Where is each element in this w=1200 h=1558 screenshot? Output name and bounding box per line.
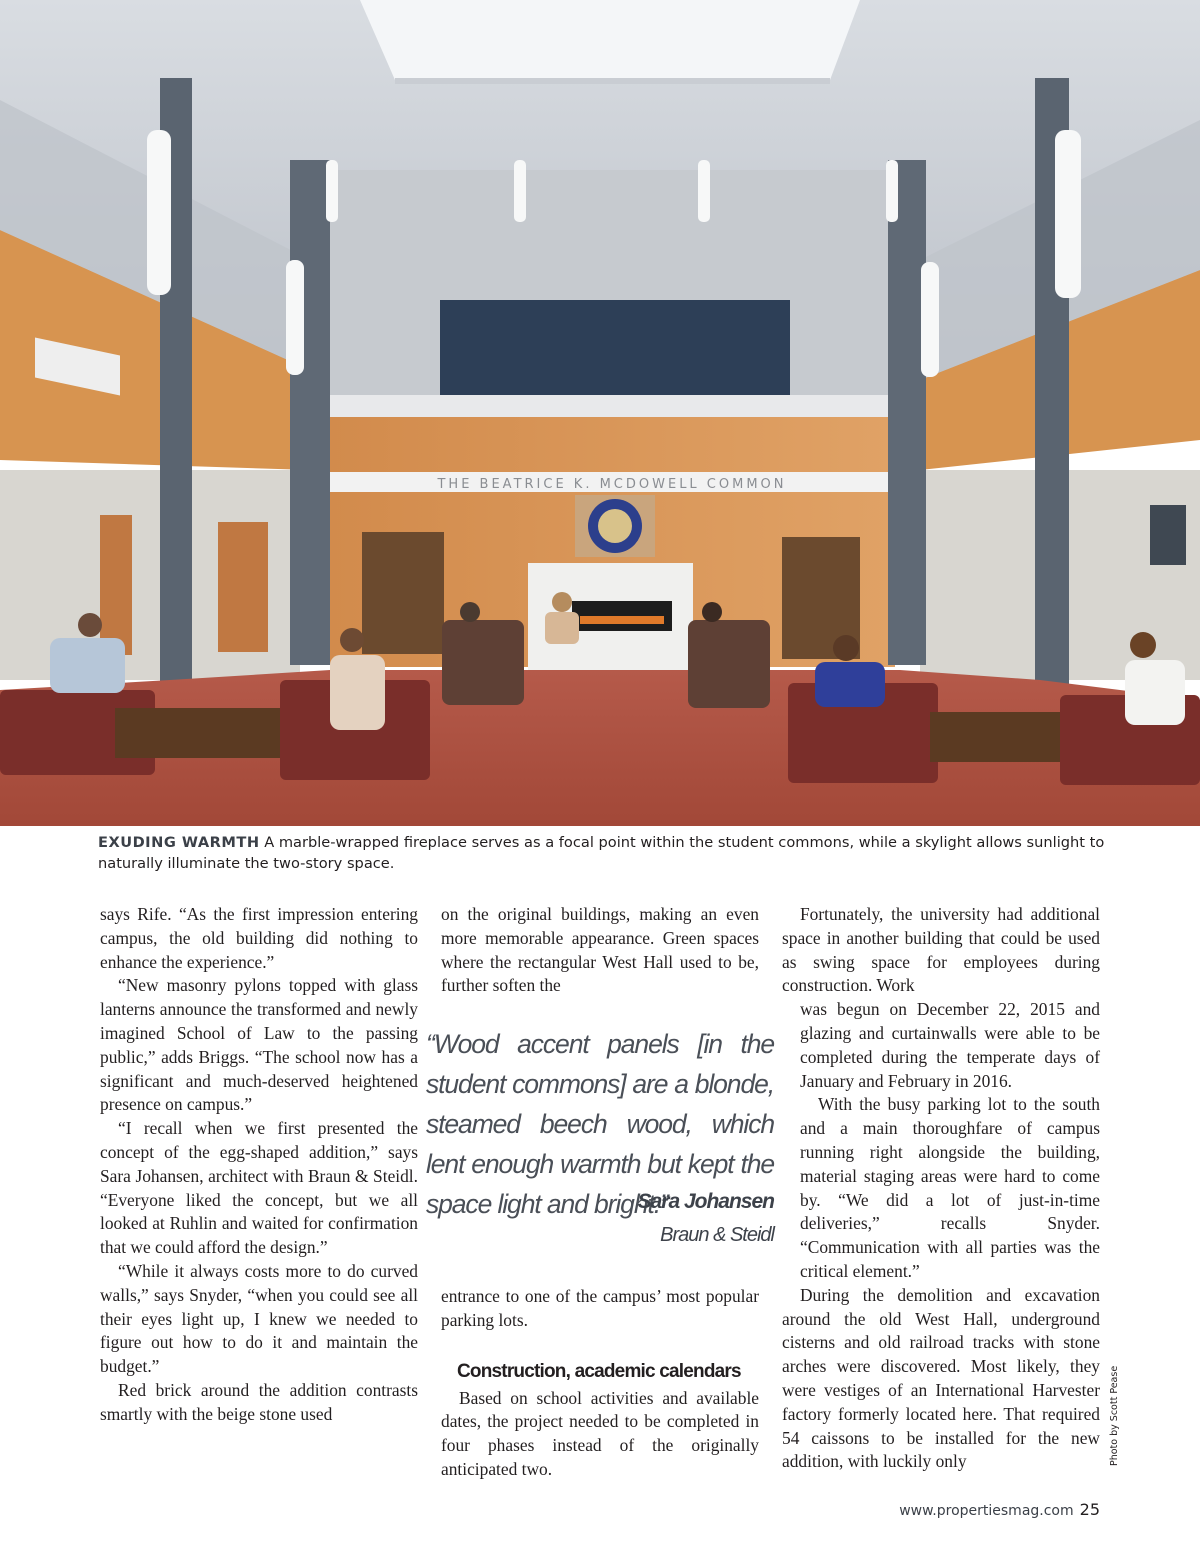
- page-number: 25: [1079, 1500, 1100, 1519]
- photo-caption: [98, 832, 1108, 874]
- article-column-1: [100, 903, 418, 1427]
- article-column-3: [782, 903, 1100, 1474]
- paragraph: During the demolition and excavation around the old West Hall, underground cisterns and old railroad tracks with stone arches were discovered. Most likely, they were vestiges of an International Harvester factory formerly located here. That required 54 caissons to be installed for the new addition, with luckily only: [782, 1284, 1100, 1472]
- paragraph: “New masonry pylons topped with glass lanterns announce the transformed and newly imagined School of Law to the passing public,” adds Briggs. “The school now has a significant and much-deserved heightened presence on campus.”: [100, 975, 418, 1115]
- photo-credit: Photo by Scott Pease: [1109, 1365, 1120, 1466]
- article-column-2-bottom: [441, 1285, 759, 1482]
- pull-quote-name: Sara Johansen: [637, 1190, 774, 1213]
- paragraph: “I recall when we first presented the concept of the egg-shaped addition,” says Sara Johansen, architect with Braun & Steidl. “Everyone liked the concept, but we all looked at Ruhlin and waited for confirmation that we could afford the design.”: [100, 1118, 418, 1258]
- paragraph: Red brick around the addition contrasts smartly with the beige stone used: [100, 1379, 418, 1424]
- pull-quote: “Wood accent panels [in the student commons] are a blonde, steamed beech wood, which lent enough warmth but kept the space light and bright.”: [426, 1029, 774, 1219]
- footer-url[interactable]: www.propertiesmag.com: [899, 1503, 1074, 1519]
- commons-sign: THE BEATRICE K. MCDOWELL COMMON: [437, 477, 787, 492]
- page-footer: [899, 1500, 1100, 1519]
- paragraph: “While it always costs more to do curved walls,” says Snyder, “when you could see all their eyes light up, I knew we needed to figure out how to do it and maintain the budget.”: [100, 1260, 418, 1377]
- section-subhead: Construction, academic calendars: [457, 1360, 741, 1382]
- paragraph: Based on school activities and available dates, the project needed to be completed in four phases instead of the originally anticipated two.: [441, 1387, 759, 1479]
- paragraph: on the original buildings, making an even more memorable appearance. Green spaces where the rectangular West Hall used to be, further soften the: [441, 904, 759, 996]
- paragraph: With the busy parking lot to the south and a main thoroughfare of campus running right alongside the building, material staging areas were hard to come by. “We did a lot of just-in-time deliveries,” recalls Snyder. “Communication with all parties was the critical element.”: [800, 1094, 1100, 1281]
- caption-text: A marble-wrapped fireplace serves as a focal point within the student commons, while a skylight allows sunlight to naturally illuminate the two-story space.: [98, 834, 1105, 872]
- pull-quote-firm: Braun & Steidl: [660, 1224, 774, 1246]
- paragraph: was begun on December 22, 2015 and glazing and curtainwalls were able to be completed during the temperate days of January and February in 2016.: [800, 999, 1100, 1091]
- paragraph: entrance to one of the campus’ most popular parking lots.: [441, 1286, 759, 1330]
- paragraph: says Rife. “As the first impression entering campus, the old building did nothing to enhance the experience.”: [100, 904, 418, 972]
- article-column-2-top: [441, 903, 759, 998]
- caption-kicker: EXUDING WARMTH: [98, 834, 260, 851]
- paragraph: Fortunately, the university had additional space in another building that could be used as swing space for employees during construction. Work: [782, 904, 1100, 996]
